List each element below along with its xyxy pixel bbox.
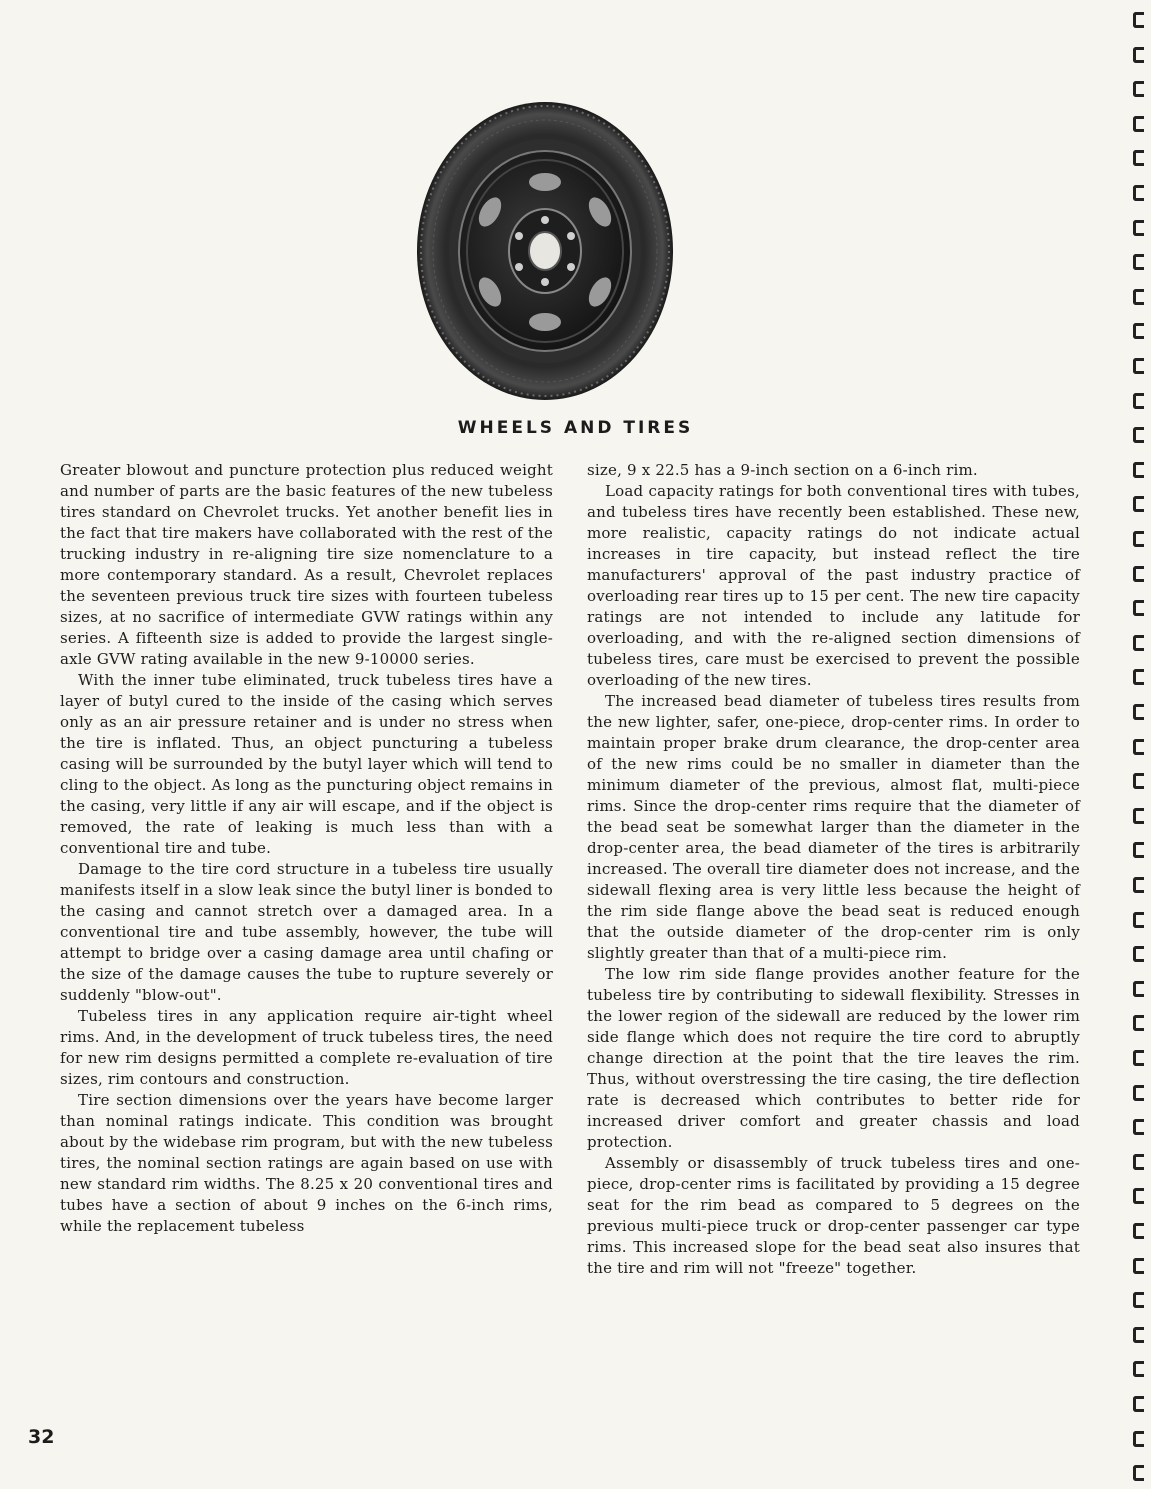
paragraph: Tire section dimensions over the years have become larger than nominal ratings indicate. This condition was brought about by the widebase rim program, but with the new tubeless tires, the nominal section ratings are again based on use with new standard rim widths. The 8.25 x 20 conventional tires and tubes have a section of about 9 inches on the 6-inch rims, while the replacement tubeless: [60, 1091, 553, 1235]
binding-ring: [1133, 185, 1144, 201]
binding-ring: [1133, 1258, 1144, 1274]
binding-ring: [1133, 1154, 1144, 1170]
binding-ring: [1133, 1431, 1144, 1447]
binding-ring: [1133, 1015, 1144, 1031]
paragraph: With the inner tube eliminated, truck tubeless tires have a layer of butyl cured to the inside of the casing which serves only as an air pressure retainer and is under no stress when the tire is inflated. Thus, an object puncturing a tubeless casing will be surrounded by the butyl layer which will tend to cling to the object. As long as the puncturing object remains in the casing, very little if any air will escape, and if the object is removed, the rate of leaking is much less than with a conventional tire and tube.: [60, 671, 553, 857]
binding-ring: [1133, 1119, 1144, 1135]
binding-ring: [1133, 842, 1144, 858]
binding-ring: [1133, 1050, 1144, 1066]
binding-ring: [1133, 1327, 1144, 1343]
paragraph: Greater blowout and puncture protection plus reduced weight and number of parts are the basic features of the new tubeless tires standard on Chevrolet trucks. Yet another benefit lies in the fact that tire makers have collaborated with the rest of the trucking industry in re-aligning tire size nomenclature to a more contemporary standard. As a result, Chevrolet replaces the seventeen previous truck tire sizes with fourteen tubeless sizes, at no sacrifice of intermediate GVW ratings within any series. A fifteenth size is added to provide the largest single-axle GVW rating available in the new 9-10000 series.: [60, 461, 553, 668]
binding-ring: [1133, 462, 1144, 478]
paragraph: Damage to the tire cord structure in a tubeless tire usually manifests itself in a slow leak since the butyl liner is bonded to the casing and cannot stretch over a damaged area. In a conventional tire and tube assembly, however, the tube will attempt to bridge over a casing damage area until chafing or the size of the damage causes the tube to rupture severely or suddenly "blow-out".: [60, 860, 553, 1004]
binding-ring: [1133, 254, 1144, 270]
binding-ring: [1133, 1292, 1144, 1308]
binding-ring: [1133, 323, 1144, 339]
binding-ring: [1133, 1085, 1144, 1101]
binding-ring: [1133, 877, 1144, 893]
binding-ring: [1133, 289, 1144, 305]
binding-ring: [1133, 116, 1144, 132]
binding-ring: [1133, 1223, 1144, 1239]
binding-ring: [1133, 773, 1144, 789]
binding-ring: [1133, 12, 1144, 28]
paragraph: Tubeless tires in any application require air-tight wheel rims. And, in the development of truck tubeless tires, the need for new rim designs permitted a complete re-evaluation of tire sizes, rim contours and construction.: [60, 1007, 553, 1088]
binding-ring: [1133, 1465, 1144, 1481]
binding-ring: [1133, 81, 1144, 97]
paragraph: The increased bead diameter of tubeless tires results from the new lighter, safer, one-piece, drop-center rims. In order to maintain proper brake drum clearance, the drop-center area of the new rims could be no smaller in diameter than the minimum diameter of the previous, almost flat, multi-piece rims. Since the drop-center rims require that the diameter of the bead seat be somewhat larger than the diameter in the drop-center area, the bead diameter of the tires is arbitrarily increased. The overall tire diameter does not increase, and the sidewall flexing area is very little less because the height of the rim side flange above the bead seat is reduced enough that the outside diameter of the drop-center rim is only slightly greater than that of a multi-piece rim.: [587, 692, 1080, 962]
binding-ring: [1133, 808, 1144, 824]
binding-ring: [1133, 912, 1144, 928]
binding-ring: [1133, 600, 1144, 616]
paragraph: The low rim side flange provides another feature for the tubeless tire by contributing to sidewall flexibility. Stresses in the lower region of the sidewall are reduced by the lower rim side flange which does not require the tire cord to abruptly change direction at the point that the tire leaves the rim. Thus, without overstressing the tire casing, the tire deflection rate is decreased which contributes to better ride for increased driver comfort and greater chassis and load protection.: [587, 965, 1080, 1151]
section-title: WHEELS AND TIRES: [457, 418, 694, 438]
binding-ring: [1133, 1188, 1144, 1204]
spiral-binding: [1129, 0, 1151, 1489]
binding-ring: [1133, 704, 1144, 720]
binding-ring: [1133, 47, 1144, 63]
binding-ring: [1133, 1361, 1144, 1377]
binding-ring: [1133, 496, 1144, 512]
paragraph: size, 9 x 22.5 has a 9-inch section on a 6-inch rim.: [587, 461, 978, 479]
binding-ring: [1133, 981, 1144, 997]
binding-ring: [1133, 635, 1144, 651]
binding-ring: [1133, 566, 1144, 582]
right-text-column: [587, 460, 1080, 1279]
paragraph: Load capacity ratings for both conventional tires with tubes, and tubeless tires have recently been established. These new, more realistic, capacity ratings do not indicate actual increases in tire capacity, but instead reflect the tire manufacturers' approval of the past industry practice of overloading rear tires up to 15 per cent. The new tire capacity ratings are not intended to include any latitude for overloading, and with the re-aligned section dimensions of tubeless tires, care must be exercised to prevent the possible overloading of the new tires.: [587, 482, 1080, 689]
binding-ring: [1133, 946, 1144, 962]
binding-ring: [1133, 739, 1144, 755]
binding-ring: [1133, 427, 1144, 443]
binding-ring: [1133, 1396, 1144, 1412]
left-text-column: [60, 460, 553, 1237]
tire-photo: [415, 100, 675, 402]
binding-ring: [1133, 358, 1144, 374]
binding-ring: [1133, 531, 1144, 547]
binding-ring: [1133, 669, 1144, 685]
binding-ring: [1133, 220, 1144, 236]
paragraph: Assembly or disassembly of truck tubeless tires and one-piece, drop-center rims is facilitated by providing a 15 degree seat for the rim bead as compared to 5 degrees on the previous multi-piece truck or drop-center passenger car type rims. This increased slope for the bead seat also insures that the tire and rim will not "freeze" together.: [587, 1154, 1080, 1277]
binding-ring: [1133, 150, 1144, 166]
binding-ring: [1133, 393, 1144, 409]
page-number: 32: [28, 1426, 55, 1448]
